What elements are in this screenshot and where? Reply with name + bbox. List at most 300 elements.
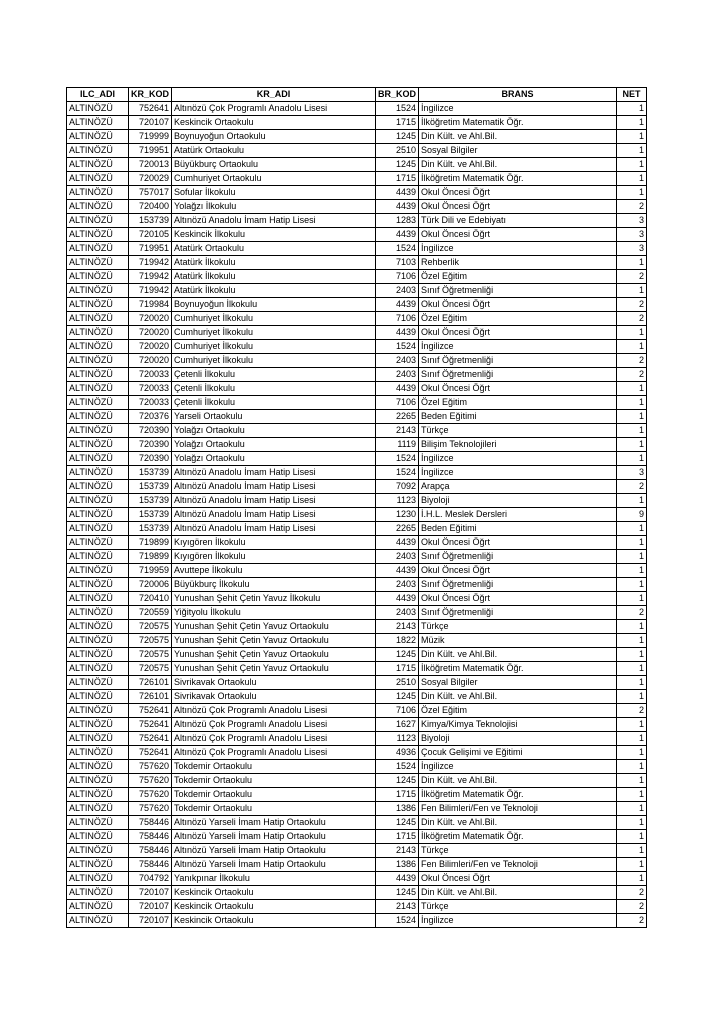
- kr-adi-cell: Sivrikavak Ortaokulu: [172, 690, 376, 704]
- brans-cell: Fen Bilimleri/Fen ve Teknoloji: [419, 802, 617, 816]
- br-kod-cell: 1524: [376, 452, 419, 466]
- net-cell: 1: [617, 116, 647, 130]
- kr-kod-cell: 757620: [129, 802, 172, 816]
- table-row: [67, 214, 647, 228]
- ilc-adi-cell: ALTINÖZÜ: [67, 578, 129, 592]
- table-row: [67, 662, 647, 676]
- ilc-adi-cell: ALTINÖZÜ: [67, 158, 129, 172]
- br-kod-cell: 1386: [376, 858, 419, 872]
- net-cell: 1: [617, 438, 647, 452]
- table-row: [67, 690, 647, 704]
- kr-adi-cell: Atatürk İlkokulu: [172, 270, 376, 284]
- kr-adi-cell: Sivrikavak Ortaokulu: [172, 676, 376, 690]
- ilc-adi-cell: ALTINÖZÜ: [67, 326, 129, 340]
- kr-adi-cell: Keskincik Ortaokulu: [172, 116, 376, 130]
- table-row: [67, 676, 647, 690]
- br-kod-cell: 2403: [376, 368, 419, 382]
- br-kod-cell: 1245: [376, 774, 419, 788]
- kr-adi-cell: Yolağzı Ortaokulu: [172, 438, 376, 452]
- table-row: [67, 732, 647, 746]
- br-kod-cell: 1524: [376, 340, 419, 354]
- brans-cell: Okul Öncesi Öğrt: [419, 536, 617, 550]
- ilc-adi-cell: ALTINÖZÜ: [67, 228, 129, 242]
- brans-cell: İngilizce: [419, 340, 617, 354]
- ilc-adi-cell: ALTINÖZÜ: [67, 256, 129, 270]
- kr-kod-cell: 726101: [129, 676, 172, 690]
- table-row: [67, 872, 647, 886]
- table-row: [67, 354, 647, 368]
- net-cell: 2: [617, 704, 647, 718]
- net-cell: 2: [617, 312, 647, 326]
- brans-cell: İngilizce: [419, 914, 617, 928]
- net-cell: 2: [617, 354, 647, 368]
- kr-adi-cell: Kıyıgören İlkokulu: [172, 536, 376, 550]
- kr-adi-cell: Altınözü Anadolu İmam Hatip Lisesi: [172, 494, 376, 508]
- kr-adi-cell: Keskincik İlkokulu: [172, 228, 376, 242]
- ilc-adi-cell: ALTINÖZÜ: [67, 732, 129, 746]
- br-kod-cell: 4439: [376, 872, 419, 886]
- kr-adi-cell: Altınözü Yarseli İmam Hatip Ortaokulu: [172, 844, 376, 858]
- brans-cell: Sınıf Öğretmenliği: [419, 606, 617, 620]
- kr-kod-cell: 720020: [129, 354, 172, 368]
- spreadsheet-page: [66, 87, 647, 928]
- br-kod-cell: 2265: [376, 522, 419, 536]
- kr-adi-cell: Atatürk Ortaokulu: [172, 242, 376, 256]
- net-cell: 1: [617, 578, 647, 592]
- kr-adi-cell: Altınözü Anadolu İmam Hatip Lisesi: [172, 214, 376, 228]
- table-body: [67, 102, 647, 928]
- ilc-adi-cell: ALTINÖZÜ: [67, 382, 129, 396]
- brans-cell: Rehberlik: [419, 256, 617, 270]
- net-cell: 1: [617, 536, 647, 550]
- br-kod-cell: 1715: [376, 662, 419, 676]
- table-row: [67, 410, 647, 424]
- br-kod-cell: 2403: [376, 284, 419, 298]
- ilc-adi-cell: ALTINÖZÜ: [67, 774, 129, 788]
- br-kod-cell: 1715: [376, 788, 419, 802]
- brans-cell: Özel Eğitim: [419, 312, 617, 326]
- net-cell: 2: [617, 200, 647, 214]
- net-cell: 1: [617, 802, 647, 816]
- kr-adi-cell: Altınözü Çok Programlı Anadolu Lisesi: [172, 718, 376, 732]
- net-cell: 2: [617, 480, 647, 494]
- ilc-adi-cell: ALTINÖZÜ: [67, 284, 129, 298]
- br-kod-cell: 2143: [376, 424, 419, 438]
- net-cell: 1: [617, 858, 647, 872]
- net-cell: 3: [617, 466, 647, 480]
- ilc-adi-cell: ALTINÖZÜ: [67, 298, 129, 312]
- kr-adi-cell: Yunushan Şehit Çetin Yavuz İlkokulu: [172, 592, 376, 606]
- kr-kod-cell: 720033: [129, 368, 172, 382]
- kr-adi-cell: Kıyıgören İlkokulu: [172, 550, 376, 564]
- kr-kod-cell: 720006: [129, 578, 172, 592]
- kr-kod-cell: 720559: [129, 606, 172, 620]
- br-kod-cell: 1715: [376, 830, 419, 844]
- kr-adi-cell: Çetenli İlkokulu: [172, 368, 376, 382]
- ilc-adi-cell: ALTINÖZÜ: [67, 340, 129, 354]
- br-kod-cell: 1245: [376, 158, 419, 172]
- kr-adi-cell: Yunushan Şehit Çetin Yavuz Ortaokulu: [172, 648, 376, 662]
- br-kod-cell: 7106: [376, 270, 419, 284]
- kr-kod-cell: 720029: [129, 172, 172, 186]
- net-cell: 1: [617, 634, 647, 648]
- br-kod-cell: 1230: [376, 508, 419, 522]
- net-cell: 1: [617, 522, 647, 536]
- brans-cell: Okul Öncesi Öğrt: [419, 326, 617, 340]
- net-cell: 1: [617, 256, 647, 270]
- brans-cell: Beden Eğitimi: [419, 522, 617, 536]
- net-cell: 2: [617, 368, 647, 382]
- brans-cell: Din Kült. ve Ahl.Bil.: [419, 648, 617, 662]
- table-row: [67, 396, 647, 410]
- kr-kod-cell: 720020: [129, 326, 172, 340]
- table-row: [67, 578, 647, 592]
- kr-adi-cell: Boynuyoğun Ortaokulu: [172, 130, 376, 144]
- ilc-adi-cell: ALTINÖZÜ: [67, 816, 129, 830]
- net-cell: 3: [617, 214, 647, 228]
- brans-cell: Okul Öncesi Öğrt: [419, 564, 617, 578]
- net-cell: 1: [617, 690, 647, 704]
- ilc-adi-cell: ALTINÖZÜ: [67, 900, 129, 914]
- table-row: [67, 564, 647, 578]
- net-cell: 2: [617, 606, 647, 620]
- kr-adi-cell: Altınözü Anadolu İmam Hatip Lisesi: [172, 480, 376, 494]
- brans-cell: Din Kült. ve Ahl.Bil.: [419, 886, 617, 900]
- kr-kod-cell: 719899: [129, 550, 172, 564]
- ilc-adi-cell: ALTINÖZÜ: [67, 858, 129, 872]
- br-kod-cell: 4936: [376, 746, 419, 760]
- kr-adi-cell: Avuttepe İlkokulu: [172, 564, 376, 578]
- kr-kod-cell: 720107: [129, 886, 172, 900]
- brans-cell: Din Kült. ve Ahl.Bil.: [419, 774, 617, 788]
- net-cell: 9: [617, 508, 647, 522]
- ilc-adi-cell: ALTINÖZÜ: [67, 424, 129, 438]
- table-row: [67, 228, 647, 242]
- kr-adi-cell: Büyükburç İlkokulu: [172, 578, 376, 592]
- br-kod-cell: 2403: [376, 354, 419, 368]
- br-kod-cell: 1245: [376, 886, 419, 900]
- kr-adi-cell: Boynuyoğun İlkokulu: [172, 298, 376, 312]
- kr-adi-cell: Atatürk İlkokulu: [172, 256, 376, 270]
- table-row: [67, 550, 647, 564]
- net-cell: 1: [617, 774, 647, 788]
- kr-kod-cell: 719959: [129, 564, 172, 578]
- column-header-kr-adi: KR_ADI: [172, 88, 376, 102]
- ilc-adi-cell: ALTINÖZÜ: [67, 564, 129, 578]
- table-row: [67, 368, 647, 382]
- net-cell: 1: [617, 746, 647, 760]
- kr-kod-cell: 153739: [129, 214, 172, 228]
- kr-kod-cell: 758446: [129, 858, 172, 872]
- br-kod-cell: 1245: [376, 648, 419, 662]
- brans-cell: Sosyal Bilgiler: [419, 144, 617, 158]
- kr-adi-cell: Tokdemir Ortaokulu: [172, 760, 376, 774]
- br-kod-cell: 1123: [376, 494, 419, 508]
- brans-cell: Okul Öncesi Öğrt: [419, 382, 617, 396]
- ilc-adi-cell: ALTINÖZÜ: [67, 550, 129, 564]
- net-cell: 1: [617, 130, 647, 144]
- ilc-adi-cell: ALTINÖZÜ: [67, 116, 129, 130]
- table-row: [67, 424, 647, 438]
- brans-cell: Türkçe: [419, 900, 617, 914]
- kr-adi-cell: Keskincik Ortaokulu: [172, 914, 376, 928]
- net-cell: 3: [617, 228, 647, 242]
- kr-kod-cell: 153739: [129, 480, 172, 494]
- kr-kod-cell: 720107: [129, 900, 172, 914]
- kr-adi-cell: Yunushan Şehit Çetin Yavuz Ortaokulu: [172, 620, 376, 634]
- net-cell: 1: [617, 550, 647, 564]
- table-row: [67, 340, 647, 354]
- ilc-adi-cell: ALTINÖZÜ: [67, 144, 129, 158]
- table-row: [67, 648, 647, 662]
- net-cell: 1: [617, 760, 647, 774]
- kr-kod-cell: 752641: [129, 718, 172, 732]
- brans-cell: Özel Eğitim: [419, 270, 617, 284]
- brans-cell: Özel Eğitim: [419, 704, 617, 718]
- br-kod-cell: 1627: [376, 718, 419, 732]
- kr-adi-cell: Altınözü Yarseli İmam Hatip Ortaokulu: [172, 816, 376, 830]
- br-kod-cell: 4439: [376, 298, 419, 312]
- kr-kod-cell: 719951: [129, 144, 172, 158]
- ilc-adi-cell: ALTINÖZÜ: [67, 592, 129, 606]
- net-cell: 1: [617, 592, 647, 606]
- table-row: [67, 620, 647, 634]
- brans-cell: İngilizce: [419, 242, 617, 256]
- br-kod-cell: 7092: [376, 480, 419, 494]
- net-cell: 1: [617, 494, 647, 508]
- kr-kod-cell: 720105: [129, 228, 172, 242]
- kr-kod-cell: 719999: [129, 130, 172, 144]
- br-kod-cell: 2403: [376, 606, 419, 620]
- table-row: [67, 914, 647, 928]
- table-row: [67, 130, 647, 144]
- kr-adi-cell: Altınözü Anadolu İmam Hatip Lisesi: [172, 466, 376, 480]
- table-row: [67, 298, 647, 312]
- table-row: [67, 144, 647, 158]
- brans-cell: Biyoloji: [419, 494, 617, 508]
- table-row: [67, 312, 647, 326]
- brans-cell: İlköğretim Matematik Öğr.: [419, 788, 617, 802]
- table-row: [67, 480, 647, 494]
- br-kod-cell: 1822: [376, 634, 419, 648]
- brans-cell: Özel Eğitim: [419, 396, 617, 410]
- br-kod-cell: 4439: [376, 592, 419, 606]
- brans-cell: Beden Eğitimi: [419, 410, 617, 424]
- ilc-adi-cell: ALTINÖZÜ: [67, 620, 129, 634]
- table-row: [67, 200, 647, 214]
- brans-cell: Din Kült. ve Ahl.Bil.: [419, 158, 617, 172]
- kr-kod-cell: 720020: [129, 340, 172, 354]
- kr-kod-cell: 719942: [129, 256, 172, 270]
- ilc-adi-cell: ALTINÖZÜ: [67, 172, 129, 186]
- kr-kod-cell: 153739: [129, 522, 172, 536]
- br-kod-cell: 4439: [376, 564, 419, 578]
- kr-adi-cell: Altınözü Çok Programlı Anadolu Lisesi: [172, 102, 376, 116]
- net-cell: 1: [617, 872, 647, 886]
- table-row: [67, 844, 647, 858]
- brans-cell: Sınıf Öğretmenliği: [419, 550, 617, 564]
- kr-kod-cell: 153739: [129, 508, 172, 522]
- column-header-kr-kod: KR_KOD: [129, 88, 172, 102]
- brans-cell: İngilizce: [419, 102, 617, 116]
- table-row: [67, 382, 647, 396]
- br-kod-cell: 1715: [376, 116, 419, 130]
- kr-kod-cell: 726101: [129, 690, 172, 704]
- kr-adi-cell: Altınözü Çok Programlı Anadolu Lisesi: [172, 746, 376, 760]
- table-row: [67, 900, 647, 914]
- kr-kod-cell: 752641: [129, 704, 172, 718]
- kr-kod-cell: 752641: [129, 746, 172, 760]
- brans-cell: Türkçe: [419, 620, 617, 634]
- net-cell: 1: [617, 620, 647, 634]
- kr-kod-cell: 758446: [129, 816, 172, 830]
- ilc-adi-cell: ALTINÖZÜ: [67, 844, 129, 858]
- brans-cell: Din Kült. ve Ahl.Bil.: [419, 816, 617, 830]
- ilc-adi-cell: ALTINÖZÜ: [67, 130, 129, 144]
- table-row: [67, 536, 647, 550]
- brans-cell: Sınıf Öğretmenliği: [419, 354, 617, 368]
- brans-cell: Sınıf Öğretmenliği: [419, 368, 617, 382]
- net-cell: 1: [617, 102, 647, 116]
- kr-adi-cell: Cumhuriyet İlkokulu: [172, 312, 376, 326]
- brans-cell: Fen Bilimleri/Fen ve Teknoloji: [419, 858, 617, 872]
- table-row: [67, 802, 647, 816]
- ilc-adi-cell: ALTINÖZÜ: [67, 830, 129, 844]
- kr-adi-cell: Altınözü Yarseli İmam Hatip Ortaokulu: [172, 830, 376, 844]
- ilc-adi-cell: ALTINÖZÜ: [67, 312, 129, 326]
- brans-cell: Sınıf Öğretmenliği: [419, 578, 617, 592]
- ilc-adi-cell: ALTINÖZÜ: [67, 662, 129, 676]
- ilc-adi-cell: ALTINÖZÜ: [67, 760, 129, 774]
- kr-kod-cell: 719942: [129, 284, 172, 298]
- br-kod-cell: 1123: [376, 732, 419, 746]
- ilc-adi-cell: ALTINÖZÜ: [67, 494, 129, 508]
- kr-kod-cell: 720107: [129, 914, 172, 928]
- table-row: [67, 256, 647, 270]
- ilc-adi-cell: ALTINÖZÜ: [67, 410, 129, 424]
- ilc-adi-cell: ALTINÖZÜ: [67, 186, 129, 200]
- table-row: [67, 886, 647, 900]
- ilc-adi-cell: ALTINÖZÜ: [67, 508, 129, 522]
- brans-cell: Sınıf Öğretmenliği: [419, 284, 617, 298]
- br-kod-cell: 7103: [376, 256, 419, 270]
- table-row: [67, 634, 647, 648]
- kr-adi-cell: Cumhuriyet İlkokulu: [172, 326, 376, 340]
- ilc-adi-cell: ALTINÖZÜ: [67, 270, 129, 284]
- brans-cell: Din Kült. ve Ahl.Bil.: [419, 690, 617, 704]
- br-kod-cell: 1245: [376, 130, 419, 144]
- kr-kod-cell: 719984: [129, 298, 172, 312]
- brans-cell: İlköğretim Matematik Öğr.: [419, 830, 617, 844]
- table-row: [67, 508, 647, 522]
- kr-adi-cell: Yiğityolu İlkokulu: [172, 606, 376, 620]
- ilc-adi-cell: ALTINÖZÜ: [67, 606, 129, 620]
- br-kod-cell: 2403: [376, 578, 419, 592]
- kr-kod-cell: 719899: [129, 536, 172, 550]
- kr-kod-cell: 758446: [129, 844, 172, 858]
- ilc-adi-cell: ALTINÖZÜ: [67, 914, 129, 928]
- kr-kod-cell: 720033: [129, 382, 172, 396]
- kr-kod-cell: 720410: [129, 592, 172, 606]
- kr-adi-cell: Yanıkpınar İlkokulu: [172, 872, 376, 886]
- table-row: [67, 284, 647, 298]
- net-cell: 1: [617, 284, 647, 298]
- kr-kod-cell: 720376: [129, 410, 172, 424]
- ilc-adi-cell: ALTINÖZÜ: [67, 102, 129, 116]
- kr-adi-cell: Çetenli İlkokulu: [172, 396, 376, 410]
- brans-cell: İlköğretim Matematik Öğr.: [419, 172, 617, 186]
- kr-kod-cell: 752641: [129, 732, 172, 746]
- br-kod-cell: 1283: [376, 214, 419, 228]
- kr-adi-cell: Cumhuriyet İlkokulu: [172, 354, 376, 368]
- header-row: [67, 88, 647, 102]
- net-cell: 1: [617, 382, 647, 396]
- ilc-adi-cell: ALTINÖZÜ: [67, 354, 129, 368]
- kr-adi-cell: Tokdemir Ortaokulu: [172, 774, 376, 788]
- table-row: [67, 452, 647, 466]
- br-kod-cell: 4439: [376, 326, 419, 340]
- kr-kod-cell: 720575: [129, 648, 172, 662]
- kr-adi-cell: Yolağzı Ortaokulu: [172, 424, 376, 438]
- ilc-adi-cell: ALTINÖZÜ: [67, 634, 129, 648]
- net-cell: 1: [617, 662, 647, 676]
- net-cell: 1: [617, 844, 647, 858]
- table-row: [67, 466, 647, 480]
- kr-adi-cell: Yolağzı Ortaokulu: [172, 452, 376, 466]
- ilc-adi-cell: ALTINÖZÜ: [67, 676, 129, 690]
- brans-cell: Türk Dili ve Edebiyatı: [419, 214, 617, 228]
- net-cell: 1: [617, 424, 647, 438]
- ilc-adi-cell: ALTINÖZÜ: [67, 648, 129, 662]
- kr-adi-cell: Altınözü Anadolu İmam Hatip Lisesi: [172, 508, 376, 522]
- br-kod-cell: 1386: [376, 802, 419, 816]
- net-cell: 1: [617, 564, 647, 578]
- table-row: [67, 102, 647, 116]
- ilc-adi-cell: ALTINÖZÜ: [67, 522, 129, 536]
- net-cell: 2: [617, 886, 647, 900]
- kr-adi-cell: Büyükburç Ortaokulu: [172, 158, 376, 172]
- kr-kod-cell: 720575: [129, 662, 172, 676]
- br-kod-cell: 2510: [376, 676, 419, 690]
- net-cell: 1: [617, 172, 647, 186]
- ilc-adi-cell: ALTINÖZÜ: [67, 718, 129, 732]
- net-cell: 1: [617, 732, 647, 746]
- brans-cell: Okul Öncesi Öğrt: [419, 592, 617, 606]
- br-kod-cell: 1524: [376, 914, 419, 928]
- brans-cell: Okul Öncesi Öğrt: [419, 228, 617, 242]
- kr-adi-cell: Altınözü Yarseli İmam Hatip Ortaokulu: [172, 858, 376, 872]
- ilc-adi-cell: ALTINÖZÜ: [67, 368, 129, 382]
- ilc-adi-cell: ALTINÖZÜ: [67, 200, 129, 214]
- net-cell: 2: [617, 298, 647, 312]
- net-cell: 1: [617, 816, 647, 830]
- ilc-adi-cell: ALTINÖZÜ: [67, 480, 129, 494]
- kr-kod-cell: 752641: [129, 102, 172, 116]
- ilc-adi-cell: ALTINÖZÜ: [67, 872, 129, 886]
- kr-kod-cell: 704792: [129, 872, 172, 886]
- ilc-adi-cell: ALTINÖZÜ: [67, 466, 129, 480]
- kr-kod-cell: 720400: [129, 200, 172, 214]
- br-kod-cell: 1524: [376, 242, 419, 256]
- brans-cell: Bilişim Teknolojileri: [419, 438, 617, 452]
- brans-cell: Arapça: [419, 480, 617, 494]
- brans-cell: Okul Öncesi Öğrt: [419, 186, 617, 200]
- table-row: [67, 760, 647, 774]
- ilc-adi-cell: ALTINÖZÜ: [67, 802, 129, 816]
- table-row: [67, 718, 647, 732]
- kr-kod-cell: 757620: [129, 774, 172, 788]
- ilc-adi-cell: ALTINÖZÜ: [67, 242, 129, 256]
